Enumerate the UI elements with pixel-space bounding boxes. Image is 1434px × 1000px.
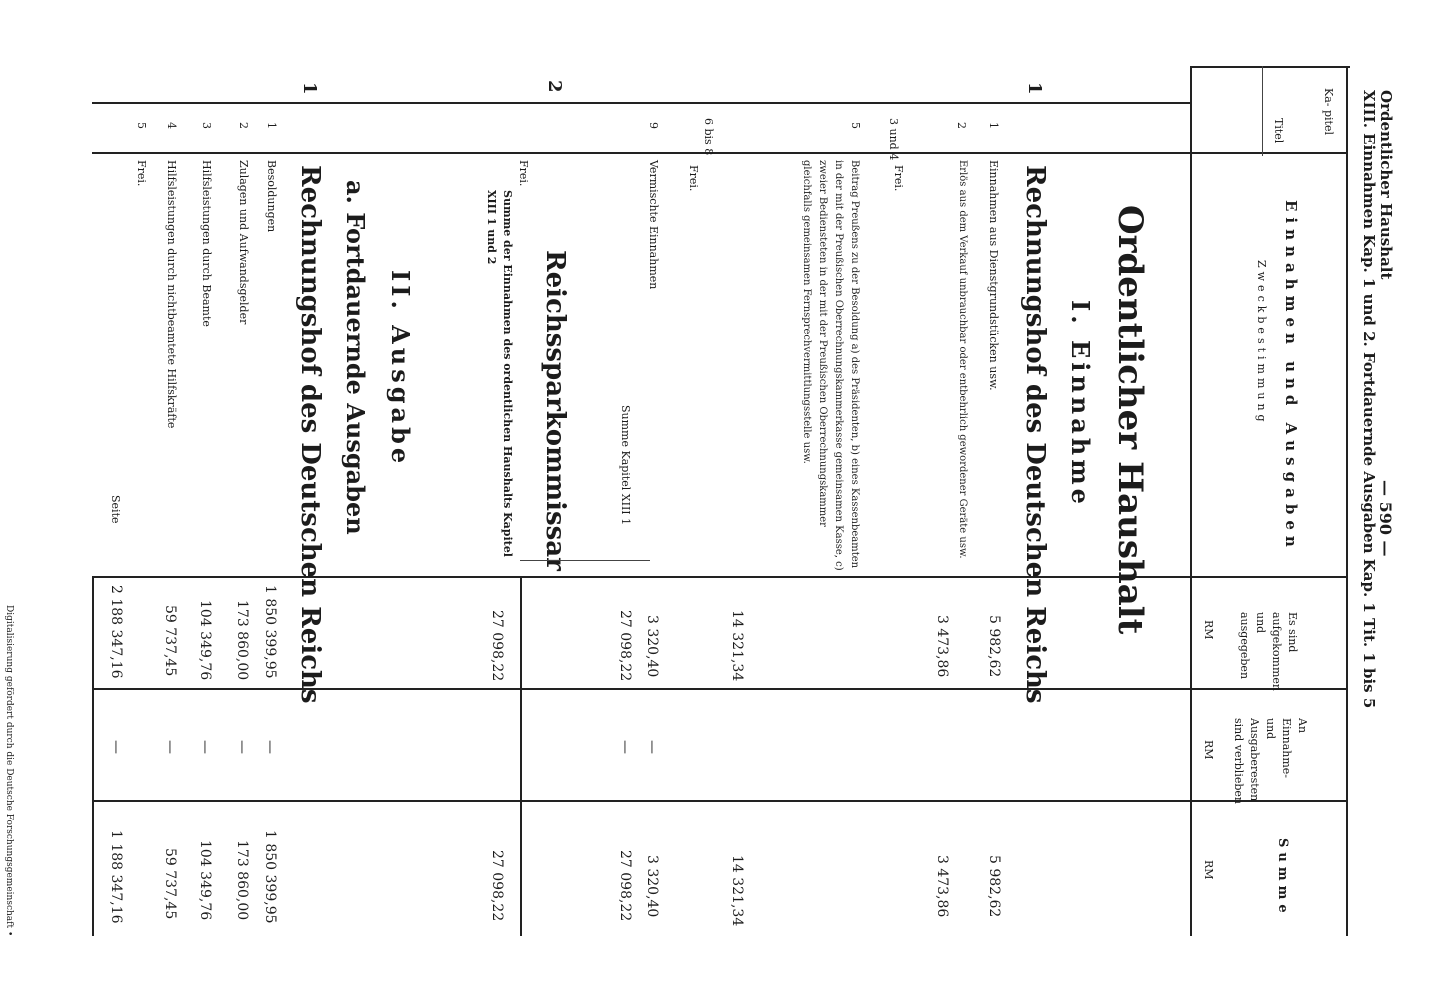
- section-reichssparkommissar: Reichssparkommissar: [540, 250, 570, 571]
- col-4-header: Es sind aufgekommen und ausgegeben: [1238, 612, 1299, 692]
- value-c5: —: [197, 740, 213, 754]
- row-text: Frei.: [517, 160, 530, 187]
- titel-number: 3: [200, 122, 213, 129]
- rule: [1190, 66, 1350, 68]
- row-text: Frei.: [892, 165, 905, 192]
- value-c6: 1 850 399,95: [262, 830, 278, 924]
- value-c4: 27 098,22: [617, 610, 633, 682]
- row-text: Seite: [109, 495, 122, 524]
- rule: [1346, 66, 1348, 936]
- titel-number: 6 bis 8: [702, 118, 715, 156]
- titel-number: 2: [237, 122, 250, 129]
- titel-number: 3 und 4: [887, 118, 900, 161]
- section-fortdauernde: a. Fortdauernde Ausgaben: [341, 180, 370, 535]
- value-c4: 59 737,45: [162, 605, 178, 677]
- row-text: Frei.: [687, 165, 700, 192]
- row-text: Einnahmen aus Dienstgrundstücken usw.: [987, 160, 1000, 391]
- value-c5: —: [162, 740, 178, 754]
- value-c6: 14 321,34: [729, 855, 745, 927]
- value-c5: —: [234, 740, 250, 754]
- kapitel-number: 1: [1024, 82, 1045, 95]
- row-text: Summe der Einnahmen des ordentlichen Haushalts Kapitel XIII 1 und 2: [485, 190, 514, 557]
- titel-number: 9: [647, 122, 660, 129]
- value-c6: 104 349,76: [197, 840, 213, 921]
- value-c6: 173 860,00: [234, 840, 250, 921]
- value-c4: 27 098,22: [489, 610, 505, 682]
- value-c4: 3 473,86: [934, 615, 950, 678]
- unit-4: RM: [1202, 620, 1215, 640]
- section-title: Ordentlicher Haushalt: [1110, 205, 1150, 635]
- rule: [92, 800, 1347, 802]
- rule: [1190, 66, 1192, 936]
- kapitel-number: 2: [544, 80, 565, 93]
- section-rechnungshof: Rechnungshof des Deutschen Reichs: [1020, 165, 1050, 704]
- section-einnahme: I. Einnahme: [1066, 300, 1095, 508]
- value-c4: 173 860,00: [234, 600, 250, 681]
- value-c6: 3 320,40: [644, 855, 660, 918]
- titel-number: 2: [955, 122, 968, 129]
- rule: [92, 102, 1190, 104]
- value-c4: 5 982,62: [986, 615, 1002, 678]
- footer-dfg: Digitalisierung gefördert durch die Deutsche Forschungsgemeinschaft •: [4, 605, 14, 937]
- value-c6: 3 473,86: [934, 855, 950, 918]
- row-text: Zulagen und Aufwandsgelder: [237, 160, 250, 325]
- value-c6: 5 982,62: [986, 855, 1002, 918]
- unit-5: RM: [1202, 740, 1215, 760]
- unit-6: RM: [1202, 860, 1215, 880]
- titel-number: 5: [135, 122, 148, 129]
- rule: [92, 576, 94, 936]
- rule: [92, 576, 1347, 578]
- col-5-header: An Einnahme- und Ausgaberesten sind verblieben: [1232, 718, 1309, 804]
- titel-number: 4: [165, 122, 178, 129]
- section-ausgabe: II. Ausgabe: [386, 270, 415, 468]
- value-c6: 27 098,22: [617, 850, 633, 922]
- value-c5: —: [262, 740, 278, 754]
- titel-number: 1: [265, 122, 278, 129]
- value-c5: —: [108, 740, 124, 754]
- value-c6: 27 098,22: [489, 850, 505, 922]
- row-text: Vermischte Einnahmen: [647, 160, 660, 290]
- value-c6: 1 188 347,16: [108, 830, 124, 924]
- value-c5: —: [644, 740, 660, 754]
- section-rechnungshof-2: Rechnungshof des Deutschen Reichs: [295, 165, 325, 704]
- row-text: Erlös aus dem Verkauf unbrauchbar oder entbehrlich gewordener Geräte usw.: [957, 160, 968, 559]
- rule: [92, 688, 1347, 690]
- titel-number: 5: [849, 122, 862, 129]
- header-line1: Ordentlicher Haushalt: [1377, 90, 1395, 280]
- row-text: Hilfsleistungen durch Beamte: [200, 160, 213, 327]
- row-text: Frei.: [135, 160, 148, 187]
- col-kapitel: Ka- pitel: [1322, 88, 1335, 135]
- value-c4: 3 320,40: [644, 615, 660, 678]
- col-6-header: Summe: [1275, 838, 1290, 918]
- page-number: — 590 —: [1376, 480, 1395, 557]
- rule: [520, 560, 650, 561]
- rule: [1262, 66, 1263, 156]
- col-zweck-title: Einnahmen und Ausgaben: [1282, 200, 1300, 553]
- rule: [520, 576, 522, 936]
- value-c5: —: [617, 740, 633, 754]
- kapitel-number: 1: [299, 82, 320, 95]
- col-titel: Titel: [1272, 118, 1285, 144]
- value-c4: 104 349,76: [197, 600, 213, 681]
- row-text: Besoldungen: [265, 160, 278, 233]
- row-text: Beitrag Preußens zu der Besoldung a) des Präsidenten, b) eines Kassenbeamten in der mit der Preußischen Oberrechnungskammerkasse gemeinsamen Kasse, c) zweier Bediensteten in der mit der Preußischen Oberrechnungskammer gleichfalls gemeinsamen Fernsprechvermittlungsstelle usw.: [801, 160, 860, 571]
- row-text: Hilfsleistungen durch nichtbeamtete Hilfskräfte: [165, 160, 178, 429]
- value-c4: 1 850 399,95: [262, 585, 278, 679]
- rule: [92, 152, 1347, 154]
- titel-number: 1: [987, 122, 1000, 129]
- value-c6: 59 737,45: [162, 848, 178, 920]
- value-c4: 14 321,34: [729, 610, 745, 682]
- value-c4: 2 188 347,16: [108, 585, 124, 679]
- header-line2: XIII. Einnahmen Kap. 1 und 2. Fortdauernde Ausgaben Kap. 1 Tit. 1 bis 5: [1360, 90, 1378, 709]
- row-text: Summe Kapitel XIII 1: [619, 405, 632, 526]
- col-zweck-sub: Zweckbestimmung: [1255, 260, 1268, 426]
